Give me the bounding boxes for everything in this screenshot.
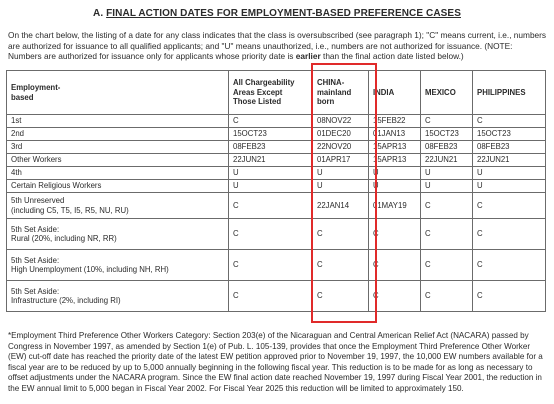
row-category-cell: 5th Unreserved (including C5, T5, I5, R5, NU, RU)	[7, 193, 229, 219]
section-title	[0, 8, 554, 19]
row-category-cell: 2nd	[7, 128, 229, 141]
date-cell-china-mainland-born: 22NOV20	[313, 141, 369, 154]
date-cell-mexico: C	[421, 219, 473, 250]
date-cell-china-mainland-born: C	[313, 250, 369, 281]
final-action-dates-table	[6, 70, 546, 312]
date-cell-all-chargeability: C	[229, 250, 313, 281]
date-cell-china-mainland-born: 08NOV22	[313, 115, 369, 128]
date-cell-india: C	[369, 281, 421, 312]
row-category-cell: 3rd	[7, 141, 229, 154]
date-cell-india: 15APR13	[369, 154, 421, 167]
section-title-text: FINAL ACTION DATES FOR EMPLOYMENT-BASED PREFERENCE CASES	[106, 8, 461, 19]
table-body	[7, 115, 546, 312]
date-cell-all-chargeability: U	[229, 167, 313, 180]
date-cell-all-chargeability: C	[229, 219, 313, 250]
table-header-row	[7, 71, 546, 115]
table-row	[7, 250, 546, 281]
table-row	[7, 154, 546, 167]
row-category-cell: 1st	[7, 115, 229, 128]
table-row	[7, 128, 546, 141]
date-cell-philippines: C	[473, 250, 546, 281]
date-cell-philippines: C	[473, 193, 546, 219]
date-cell-mexico: U	[421, 180, 473, 193]
date-cell-china-mainland-born: C	[313, 281, 369, 312]
table-row	[7, 193, 546, 219]
date-cell-philippines: C	[473, 219, 546, 250]
date-cell-all-chargeability: 15OCT23	[229, 128, 313, 141]
date-cell-mexico: 22JUN21	[421, 154, 473, 167]
column-header-philippines: PHILIPPINES	[473, 71, 546, 115]
column-header-india: INDIA	[369, 71, 421, 115]
date-cell-china-mainland-born: U	[313, 167, 369, 180]
date-cell-mexico: C	[421, 193, 473, 219]
date-cell-india: 01JAN13	[369, 128, 421, 141]
date-cell-mexico: C	[421, 281, 473, 312]
date-cell-all-chargeability: U	[229, 180, 313, 193]
date-cell-mexico: 15OCT23	[421, 128, 473, 141]
section-letter: A.	[93, 8, 104, 19]
row-category-cell: Certain Religious Workers	[7, 180, 229, 193]
date-cell-philippines: U	[473, 167, 546, 180]
date-cell-all-chargeability: C	[229, 193, 313, 219]
date-cell-china-mainland-born: 01APR17	[313, 154, 369, 167]
date-cell-philippines: C	[473, 281, 546, 312]
date-cell-philippines: C	[473, 115, 546, 128]
date-cell-all-chargeability: 08FEB23	[229, 141, 313, 154]
intro-paragraph	[8, 30, 548, 62]
row-category-cell: 5th Set Aside: Rural (20%, including NR, RR)	[7, 219, 229, 250]
date-cell-india: U	[369, 180, 421, 193]
row-category-cell: 5th Set Aside: High Unemployment (10%, including NH, RH)	[7, 250, 229, 281]
date-cell-all-chargeability: 22JUN21	[229, 154, 313, 167]
column-header-china-mainland-born: CHINA- mainland born	[313, 71, 369, 115]
intro-text-part1: On the chart below, the listing of a date for any class indicates that the class is oversubscribed (see paragraph 1); "C" means current, i.e., numbers are authorized for issuance to all qualified applicants; and "U" means unauthorized, i.e., numbers are not authorized for issuance. (NOTE: Numbers are authorized for issuance only for applicants whose priority date is	[8, 30, 547, 61]
column-header-employment-based: Employment- based	[7, 71, 229, 115]
date-cell-philippines: 22JUN21	[473, 154, 546, 167]
date-cell-philippines: 08FEB23	[473, 141, 546, 154]
date-cell-philippines: U	[473, 180, 546, 193]
date-cell-china-mainland-born: C	[313, 219, 369, 250]
intro-text-part2: than the final action date listed below.)	[320, 51, 464, 61]
date-cell-china-mainland-born: 22JAN14	[313, 193, 369, 219]
date-cell-india: 15FEB22	[369, 115, 421, 128]
row-category-cell: 4th	[7, 167, 229, 180]
date-cell-mexico: U	[421, 167, 473, 180]
date-cell-india: U	[369, 167, 421, 180]
date-cell-philippines: 15OCT23	[473, 128, 546, 141]
column-header-all-chargeability: All Chargeability Areas Except Those Listed	[229, 71, 313, 115]
table-row	[7, 115, 546, 128]
column-header-mexico: MEXICO	[421, 71, 473, 115]
date-cell-mexico: 08FEB23	[421, 141, 473, 154]
footnote-paragraph: *Employment Third Preference Other Workers Category: Section 203(e) of the Nicaraguan and Central American Relief Act (NACARA) passed by Congress in November 1997, as amended by Section 1(e) of Pub. L. 105-139, provides that once the Employment Third Preference Other Worker (EW) cut-off date has reached the priority date of the latest EW petition approved prior to November 19, 1997, the 10,000 EW numbers available for a fiscal year are to be reduced by up to 5,000 annually beginning in the following fiscal year. This reduction is to be made for as long as necessary to offset adjustments under the NACARA program. Since the EW final action date reached November 19, 1997 during Fiscal Year 2001, the reduction in the EW annual limit to 5,000 began in Fiscal Year 2002. For Fiscal Year 2025 this reduction will be limited to approximately 150.	[8, 331, 543, 393]
row-category-cell: Other Workers	[7, 154, 229, 167]
date-cell-china-mainland-born: 01DEC20	[313, 128, 369, 141]
date-cell-all-chargeability: C	[229, 281, 313, 312]
date-cell-mexico: C	[421, 115, 473, 128]
intro-text-bold: earlier	[295, 51, 321, 61]
date-cell-india: C	[369, 219, 421, 250]
table-row	[7, 167, 546, 180]
table-row	[7, 141, 546, 154]
table-row	[7, 180, 546, 193]
date-cell-india: 15APR13	[369, 141, 421, 154]
date-cell-india: 01MAY19	[369, 193, 421, 219]
date-cell-mexico: C	[421, 250, 473, 281]
row-category-cell: 5th Set Aside: Infrastructure (2%, including RI)	[7, 281, 229, 312]
date-cell-all-chargeability: C	[229, 115, 313, 128]
date-cell-china-mainland-born: U	[313, 180, 369, 193]
table-row	[7, 219, 546, 250]
date-cell-india: C	[369, 250, 421, 281]
table-row	[7, 281, 546, 312]
